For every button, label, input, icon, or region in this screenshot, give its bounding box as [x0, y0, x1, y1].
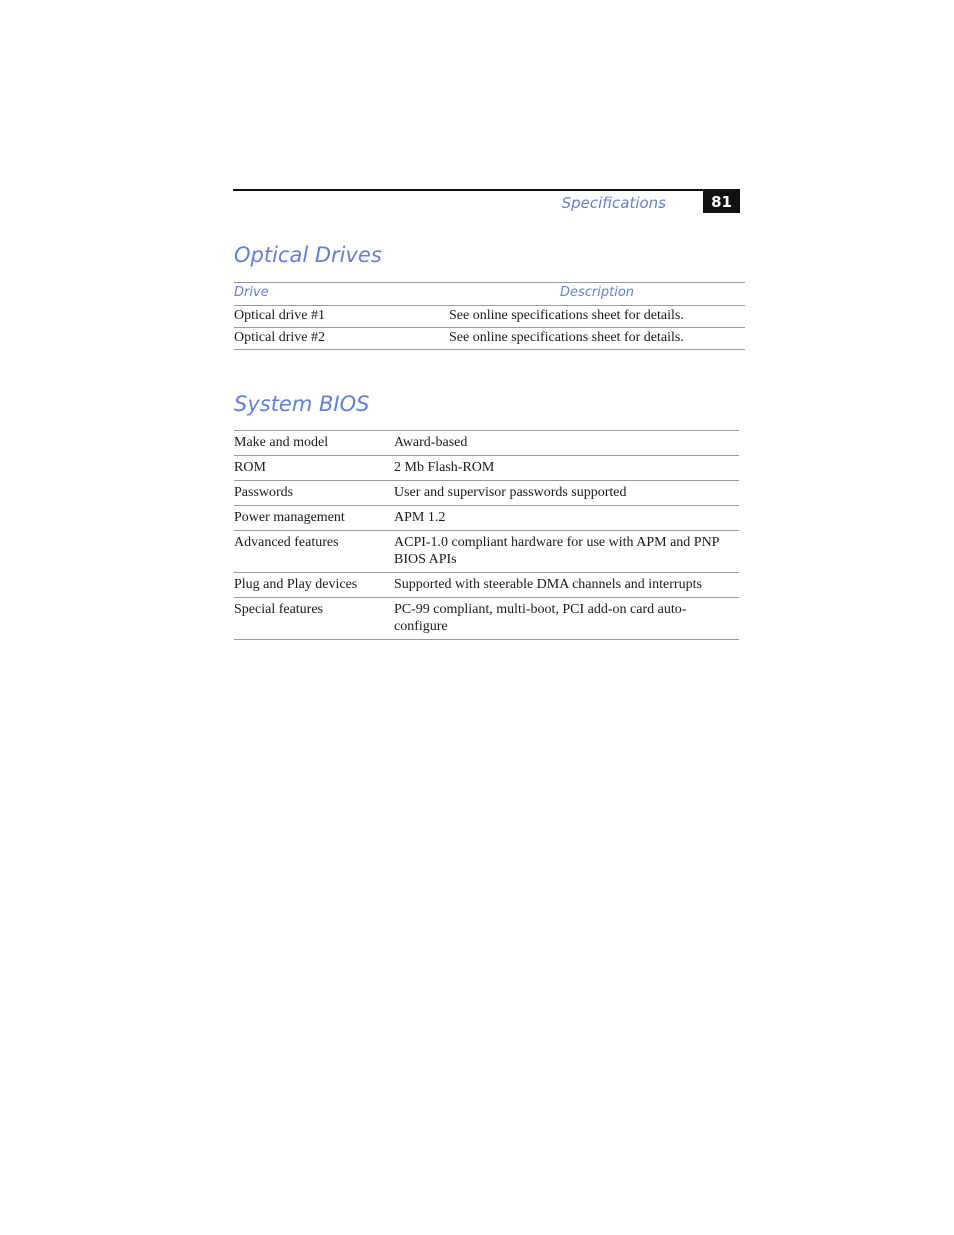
optical-drives-heading: Optical Drives: [234, 243, 382, 267]
spec-label-cell: Power management: [234, 506, 394, 531]
table-row: [234, 456, 739, 481]
description-cell: See online specifications sheet for details.: [449, 306, 745, 328]
optical-drives-table: [234, 282, 745, 350]
spec-value-cell: 2 Mb Flash-ROM: [394, 456, 739, 481]
spec-label-cell: Advanced features: [234, 531, 394, 573]
page-number: 81: [703, 191, 740, 213]
spec-label-cell: Special features: [234, 598, 394, 640]
column-header-drive: Drive: [234, 283, 449, 306]
spec-value-cell: Supported with steerable DMA channels and interrupts: [394, 573, 739, 598]
running-header-title: Specifications: [561, 194, 666, 212]
table-row: [234, 531, 739, 573]
spec-value-cell: ACPI-1.0 compliant hardware for use with APM and PNP BIOS APIs: [394, 531, 739, 573]
drive-cell: Optical drive #1: [234, 306, 449, 328]
description-cell: See online specifications sheet for details.: [449, 328, 745, 350]
table-row: [234, 598, 739, 640]
spec-value-cell: PC-99 compliant, multi-boot, PCI add-on card auto-configure: [394, 598, 739, 640]
table-row: [234, 306, 745, 328]
spec-value-cell: APM 1.2: [394, 506, 739, 531]
spec-label-cell: Make and model: [234, 431, 394, 456]
system-bios-heading: System BIOS: [234, 392, 370, 416]
table-row: [234, 481, 739, 506]
spec-label-cell: Plug and Play devices: [234, 573, 394, 598]
drive-cell: Optical drive #2: [234, 328, 449, 350]
system-bios-table: [234, 430, 739, 640]
table-row: [234, 506, 739, 531]
spec-value-cell: Award-based: [394, 431, 739, 456]
spec-label-cell: Passwords: [234, 481, 394, 506]
table-row: [234, 573, 739, 598]
table-row: [234, 328, 745, 350]
header-rule: [233, 189, 740, 191]
table-header-row: [234, 283, 745, 306]
spec-value-cell: User and supervisor passwords supported: [394, 481, 739, 506]
table-row: [234, 431, 739, 456]
spec-label-cell: ROM: [234, 456, 394, 481]
column-header-description: Description: [449, 283, 745, 306]
